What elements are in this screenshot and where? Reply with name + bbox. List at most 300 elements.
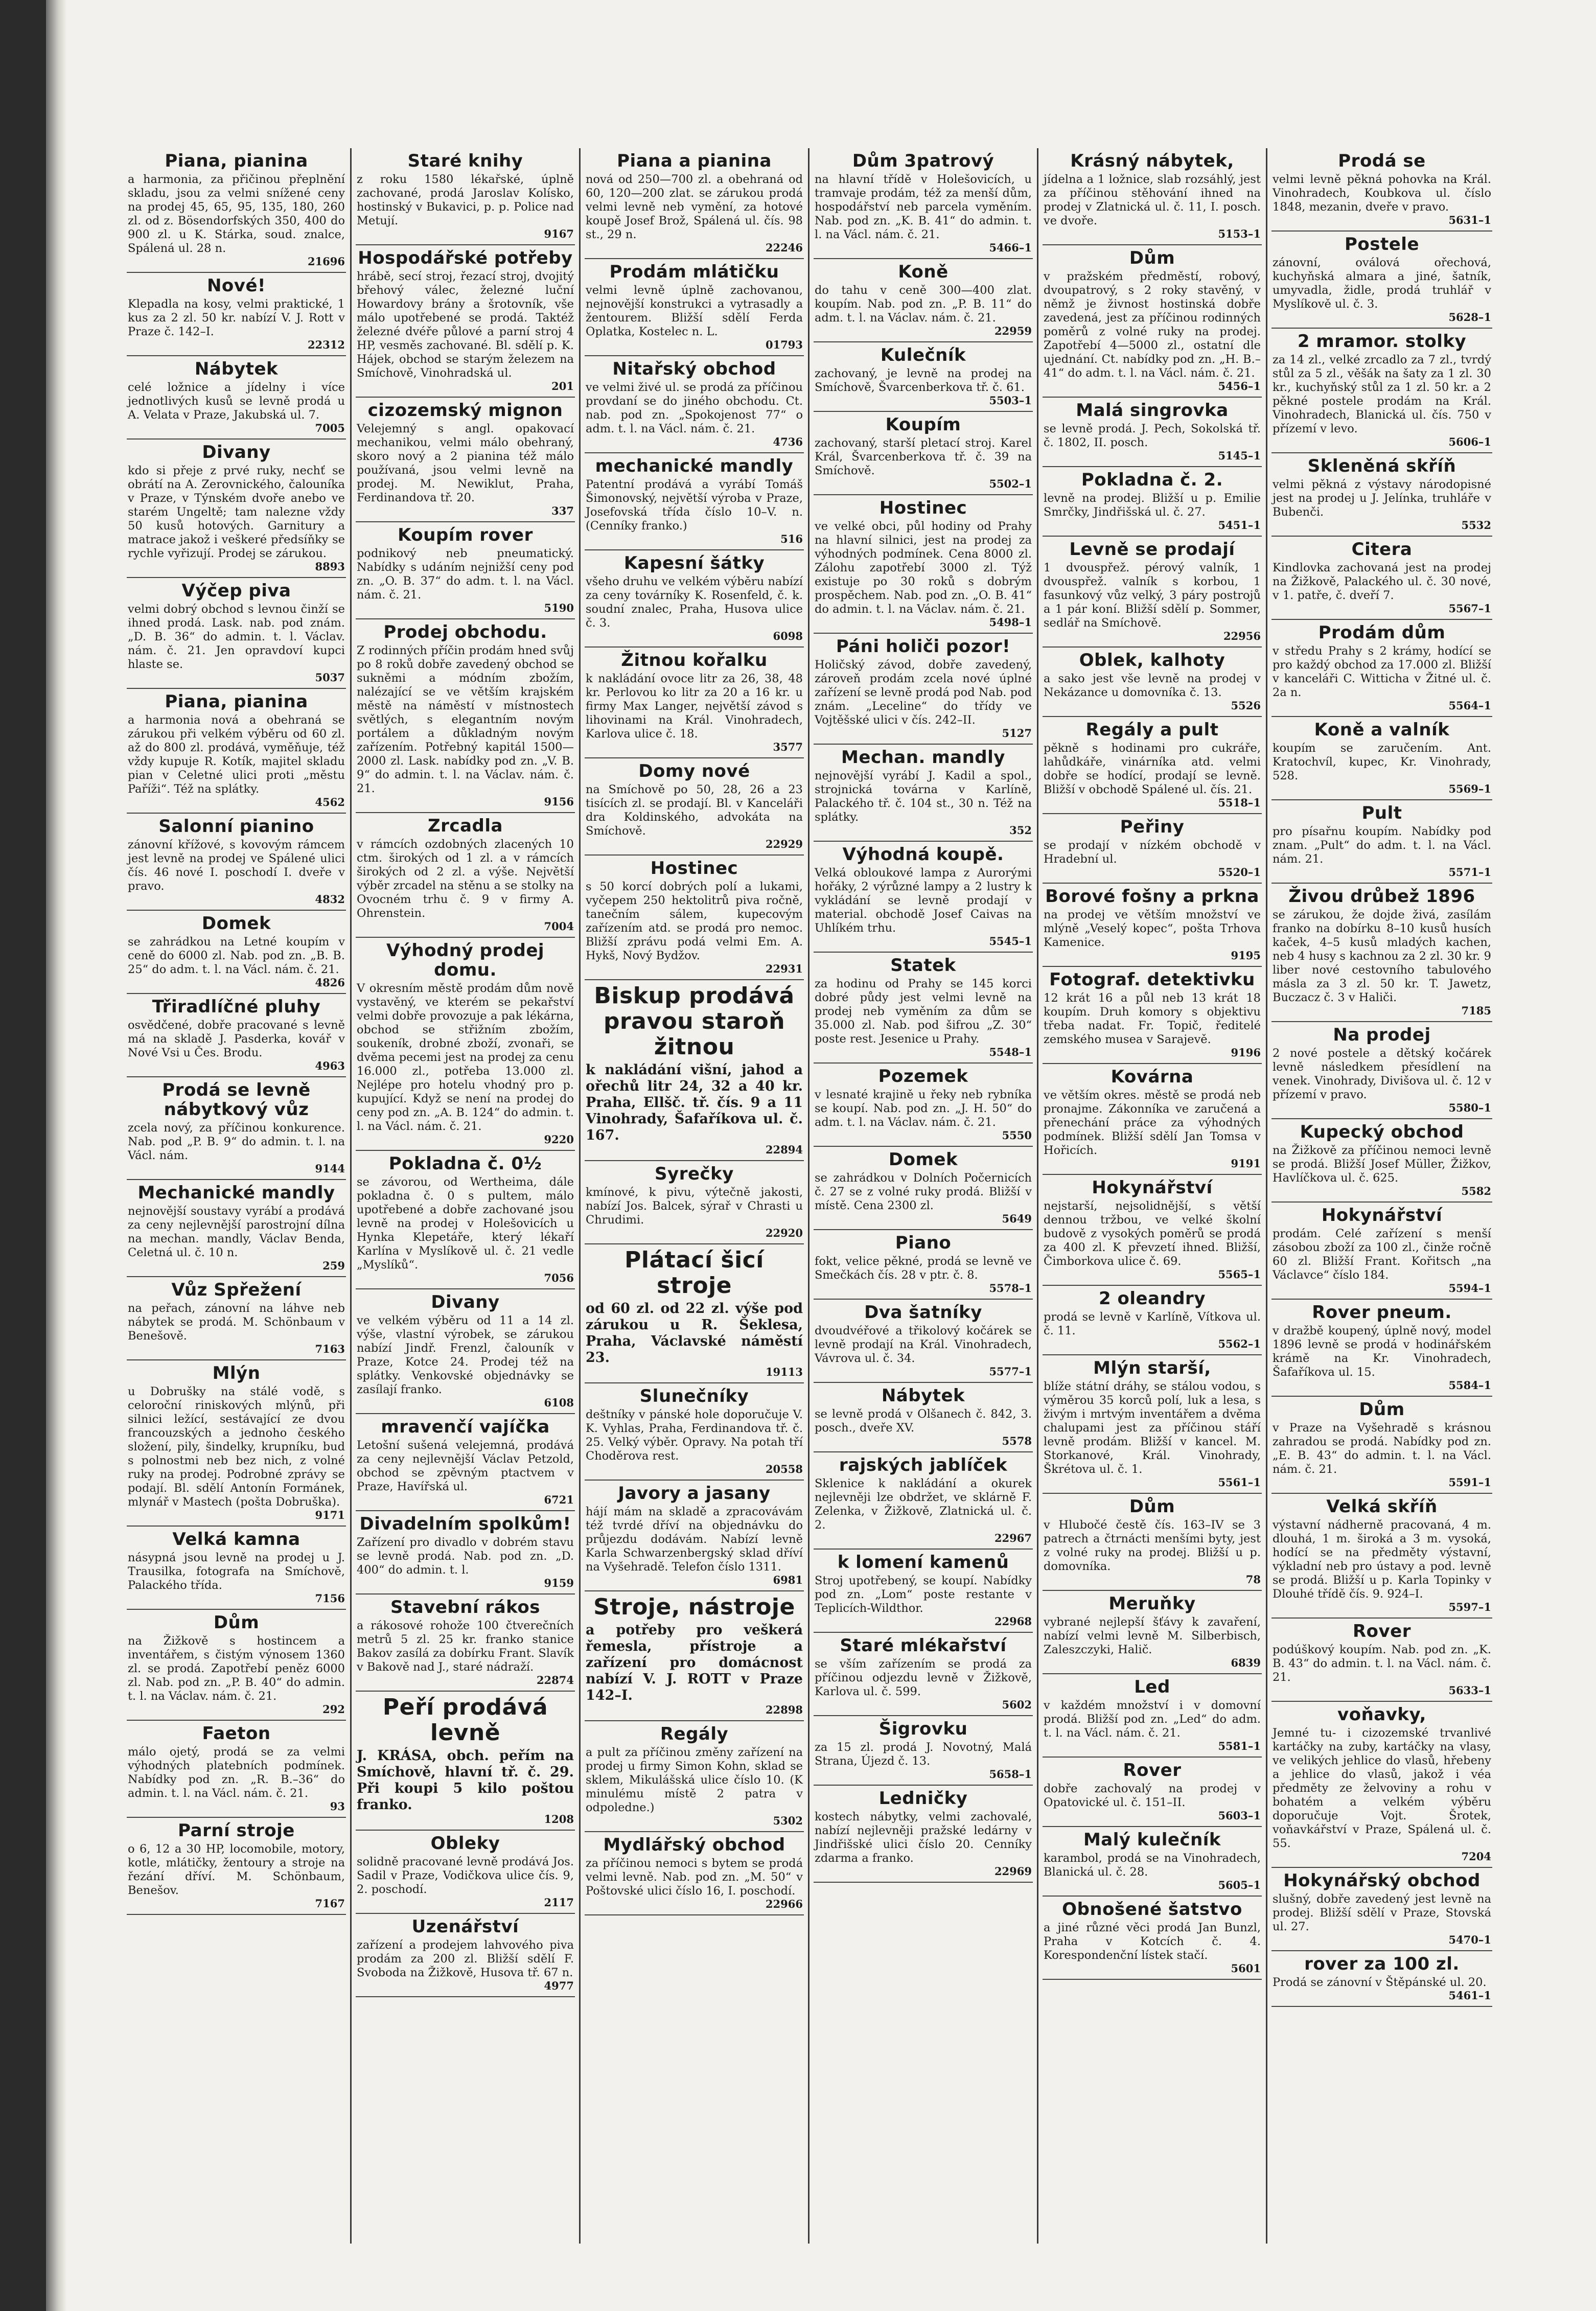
classified-ad [127, 273, 346, 356]
ad-title: k lomení kamenů [837, 1552, 1009, 1573]
ad-code: 5502–1 [989, 477, 1032, 490]
ad-text: a harmonia, za přičinou přeplnění skladu, jsou za velmi snížené ceny na prodej 45, 65, 95, 135, 180, 260 zl. od z. Bösendorfských 350, 400 do 900 zl. u K. Stárka, soud. znalce, Spálená ul. 28 n. [128, 173, 345, 255]
ad-text: nejnovější vyrábí J. Kadil a spol., strojnická továrna v Karlíně, Palackého tř. č. 104 st., 30 n. Též na splátky. [815, 769, 1032, 824]
ad-code: 5461–1 [1448, 1989, 1491, 2002]
ad-text: v Hlubočé čestě čís. 163–IV se 3 patrech a čtrnácti menšími byty, jest z volné ruky na prodej. Bližší u p. domovníka. [1044, 1518, 1261, 1573]
ad-code: 3577 [773, 741, 803, 753]
ad-title: Na prodej [1333, 1025, 1431, 1045]
classified-ad [127, 356, 346, 440]
ad-code: 5526 [1231, 699, 1261, 712]
ad-text: ve velké obci, půl hodiny od Prahy na hlavní silnici, jest na prodej za výhodných podmínek. Cena 8000 zl. Zálohu zapotřebí 3000 zl. Týž existuje po 30 roků s dobrým prospěchem. Nab. pod zn. „O. B. 41“ do admin. t. l. na Václav. nám. č. 21. [815, 520, 1032, 616]
ad-text: všeho druhu ve velkém výběru nabízí za ceny továrníky K. Rosenfeld, č. k. soudní znalec, Praha, Husova ulice č. 3. [586, 575, 803, 630]
ad-code: 6721 [544, 1493, 574, 1506]
ad-text: pěkně s hodinami pro cukráře, lahůdkáře, vinárníka atd. velmi dobře se hodící, prodají se levně. Bližší v obchodě Spálené ul. čís. 21. [1044, 742, 1261, 796]
ad-title: Prodá se [1338, 151, 1426, 171]
ad-title: Piana a pianina [617, 151, 772, 171]
ad-code: 352 [1009, 824, 1032, 837]
classified-ad [814, 1550, 1033, 1633]
ad-text: za hodinu od Prahy se 145 korci dobré půdy jest velmi levně na prodej neb vyměním za dům se 35.000 zl. Nab. pod šifrou „Z. 30“ poste rest. Jesenice u Prahy. [815, 977, 1032, 1046]
ad-text: 2 nové postele a dětský kočárek levně následkem přesídlení na venek. Vinohrady, Divišova ul. č. 12 v přízemí v pravo. [1273, 1047, 1491, 1101]
classified-ad [585, 1481, 804, 1591]
ad-code: 5532 [1461, 519, 1491, 531]
ad-title: Malý kulečník [1083, 1830, 1221, 1850]
ad-code: 5503–1 [989, 394, 1032, 407]
ad-text: a potřeby pro veškerá řemesla, přístroje a zařízení pro domácnost nabízí V. J. ROTT v Praze 142–I. [586, 1622, 803, 1703]
classified-ad [127, 1721, 346, 1818]
ad-title: Dům [1129, 248, 1175, 268]
ad-code: 9171 [315, 1509, 345, 1521]
ad-code: 22929 [765, 838, 803, 850]
ad-code: 01793 [765, 338, 803, 351]
ad-code: 5602 [1002, 1698, 1032, 1711]
ad-code: 5518–1 [1218, 796, 1261, 809]
ad-code: 5578–1 [989, 1282, 1032, 1295]
ad-code: 22246 [765, 241, 803, 254]
ad-text: fokt, velice pěkné, prodá se levně ve Smečkách čís. 28 v ptr. č. 8. [815, 1255, 1032, 1282]
classified-ad [1043, 537, 1262, 648]
classified-ad [1043, 967, 1262, 1064]
ad-text: na Žižkově za příčinou nemoci levně se prodá. Bližší Josef Müller, Žižkov, Havlíčkova ul. č. 625. [1273, 1144, 1491, 1185]
classified-ad [1043, 1827, 1262, 1897]
ad-code: 5565–1 [1218, 1268, 1261, 1281]
ad-text: za 14 zl., velké zrcadlo za 7 zl., tvrdý stůl za 5 zl., věšák na šaty za 1 zl. 30 kr., kuchyňský stůl za 1 zl. 50 kr. a 2 pěkné postele prodám na Král. Vinohradech, Blanická ul. čís. 750 v přízemí v levo. [1273, 353, 1491, 435]
classified-ad [814, 148, 1033, 259]
ad-title: Výhodný prodej domu. [386, 940, 545, 980]
classified-ad [356, 245, 575, 398]
ad-title: Divany [431, 1292, 500, 1312]
ad-title: Hokynářství [1092, 1177, 1213, 1198]
classified-ad [585, 1832, 804, 1915]
ad-text: v rámcích ozdobných zlacených 10 ctm. širokých od 1 zl. a v rámcích širokých od 2 zl. a výše. Největší výběr zrcadel na stěnu a se stolky na Ovocném trhu č. 9 v firmy A. Ohrenstein. [357, 838, 574, 920]
classified-ad [585, 648, 804, 758]
classified-ad [1271, 1702, 1492, 1868]
ad-code: 22959 [994, 325, 1032, 337]
ad-code: 5597–1 [1448, 1601, 1491, 1613]
ad-text: nová od 250—700 zl. a obehraná od 60, 120—200 zlat. se zárukou prodá velmi levně neb vymění, za hotové koupě Josef Brož, Spálená ul. čís. 98 st., 29 n. [586, 173, 803, 241]
classified-ad [1271, 1619, 1492, 1702]
ad-text: v každém množství i v domovní prodá. Bližší pod zn. „Led“ do adm. t. l. na Václ. nám. č. 21. [1044, 1699, 1261, 1740]
ad-title: Plátací šicí stroje [624, 1247, 764, 1299]
ad-title: Krásný nábytek, [1070, 151, 1234, 171]
classified-ad [1043, 1674, 1262, 1758]
classified-ad [814, 1786, 1033, 1883]
ad-code: 7204 [1461, 1850, 1491, 1863]
ad-title: Piana, pianina [165, 151, 308, 171]
classified-ad [1271, 1868, 1492, 1951]
ad-text: a rákosové rohože 100 čtverečních metrů 5 zl. 25 kr. franko stanice Bakov zasílá za dobírku Frant. Slavík v Bakově nad J., staré nádraží. [357, 1619, 574, 1674]
classified-ad [814, 495, 1033, 634]
classified-ad [1271, 620, 1492, 717]
classified-ad [356, 148, 575, 245]
ad-title: Dům 3patrový [852, 151, 994, 171]
classified-ad [127, 1277, 346, 1360]
ad-title: Staré mlékařství [840, 1635, 1007, 1656]
ad-code: 5578 [1002, 1435, 1032, 1447]
ad-code: 516 [780, 533, 803, 545]
classified-ad [1043, 1758, 1262, 1827]
ad-title: 2 mramor. stolky [1297, 331, 1467, 352]
ad-title: Koupím [885, 414, 961, 435]
classified-ad [127, 689, 346, 814]
classified-ad [1043, 1286, 1262, 1355]
ad-text: k nakládání ovoce litr za 26, 38, 48 kr. Perlovou ko litr za 20 a 16 kr. u firmy Max Langer, největší závod s lihovinami na Král. Vinohradech, Karlova ulice č. 18. [586, 672, 803, 741]
ad-title: Velká kamna [172, 1529, 300, 1550]
ad-code: 4736 [773, 435, 803, 448]
column-4 [809, 148, 1038, 2244]
ad-title: Výčep piva [181, 581, 291, 601]
classified-ad [1271, 884, 1492, 1022]
ad-text: Zařízení pro divadlo v dobrém stavu se levně prodá. Nab. pod zn. „D. 400“ do admin. t. l. [357, 1536, 574, 1577]
ad-text: velmi levně pěkná pohovka na Král. Vinohradech, Koubkova ul. číslo 1848, mezanin, dveře v pravo. [1273, 173, 1491, 214]
ad-title: mravenčí vajíčka [381, 1417, 550, 1437]
ad-title: Peřiny [1120, 817, 1185, 837]
ad-code: 5594–1 [1448, 1282, 1491, 1295]
ad-code: 5545–1 [989, 935, 1032, 947]
ad-text: deštníky v pánské hole doporučuje V. K. Vyhlas, Praha, Ferdinandova tř. č. 25. Velký výběr. Opravy. Na potah tří Choděrova rest. [586, 1408, 803, 1463]
ad-code: 22920 [765, 1227, 803, 1239]
ad-text: s 50 korcí dobrých polí a lukami, vyčepem 250 hektolitrů piva ročně, tanečním sálem, kupecovým zařízením atd. se prodá pro nemoc. Bližší zprávu podá velmi Em. A. Hykš, Nový Bydžov. [586, 880, 803, 962]
ad-text: velmi levně úplně zachovanou, nejnovější konstrukci a vytrasadly a žentourem. Bližší sdělí Ferda Oplatka, Kostelec n. L. [586, 284, 803, 338]
ad-text: v dražbě koupený, úplně nový, model 1896 levně se prodá v hodinářském krámě na Kr. Vinohradech, Šafaříkova ul. 15. [1273, 1324, 1491, 1379]
ad-title: rajských jablíček [839, 1455, 1008, 1475]
ad-code: 5577–1 [989, 1365, 1032, 1378]
ad-text: se prodají v nízkém obchodě v Hradební ul. [1044, 839, 1261, 866]
classified-ad [356, 1831, 575, 1914]
ad-title: Led [1134, 1677, 1170, 1697]
ad-text: Prodá se zánovní v Štěpánské ul. 20. [1273, 1976, 1487, 1989]
ad-text: na Žižkově s hostincem a inventářem, s čistým výnosem 1360 zl. se prodá. Zapotřebí peněz 6000 zl. Nab. pod zn. „P. B. 40“ do admin. t. l. na Václav. nám. č. 21. [128, 1634, 345, 1703]
classified-ad [127, 1180, 346, 1277]
ad-code: 2117 [544, 1896, 574, 1909]
classified-ad [814, 1064, 1033, 1147]
ad-title: mechanické mandly [595, 456, 794, 476]
ad-title: Dva šatníky [864, 1302, 982, 1323]
classified-ad [814, 1452, 1033, 1550]
classified-ad [127, 1077, 346, 1180]
ad-code: 337 [551, 504, 574, 517]
ad-code: 5603–1 [1218, 1809, 1261, 1822]
ad-title: Obnošené šatstvo [1062, 1899, 1242, 1920]
ad-code: 22966 [765, 1898, 803, 1910]
ad-title: rover za 100 zl. [1304, 1954, 1460, 1974]
ad-text: se závorou, od Wertheima, dále pokladna č. 0 s pultem, málo upotřebené a dobře zachované jsou levně na prodej v Holešovicích u Hynka Klepetáře, který lékaří Karlína v Myslíkově ul. č. 21 vedle „Myslíků“. [357, 1175, 574, 1272]
ad-title: Oblek, kalhoty [1079, 650, 1225, 671]
ad-title: Pokladna č. 2. [1081, 470, 1223, 490]
ad-text: velmi dobrý obchod s levnou činží se ihned prodá. Lask. nab. pod znám. „D. B. 36“ do admin. t. l. Václav. nám. č. 21. Jen opravdoví kupci hlaste se. [128, 603, 345, 671]
ad-code: 5631–1 [1448, 214, 1491, 226]
classified-ad [1271, 1203, 1492, 1300]
ad-title: Staré knihy [407, 151, 523, 171]
ad-text: na Smíchově po 50, 28, 26 a 23 tisících zl. se prodají. Bl. v Kanceláři dra Koldinského, advokáta na Smíchově. [586, 783, 803, 838]
ad-code: 5127 [1002, 727, 1032, 739]
ad-code: 6098 [773, 630, 803, 642]
ad-code: 21696 [307, 255, 345, 268]
classified-ad [585, 453, 804, 550]
classified-ad [1271, 232, 1492, 329]
ad-title: Skleněná skříň [1307, 456, 1456, 476]
ad-title: Obleky [430, 1833, 500, 1854]
ad-code: 7167 [315, 1897, 345, 1910]
ad-code: 5582 [1461, 1185, 1491, 1197]
ad-code: 5520–1 [1218, 866, 1261, 879]
classified-ad [1043, 467, 1262, 537]
classified-ad [1271, 1300, 1492, 1397]
ad-title: Mechanické mandly [137, 1183, 335, 1203]
ad-code: 5564–1 [1448, 699, 1491, 712]
classified-ad [1271, 537, 1492, 620]
ad-text: a sako jest vše levně na prodej v Nekázance u domovníka č. 13. [1044, 672, 1261, 699]
classified-ad [1271, 717, 1492, 800]
ad-code: 20558 [765, 1463, 803, 1475]
ad-title: Rover [1352, 1621, 1412, 1642]
ad-title: Hospodářské potřeby [358, 248, 573, 268]
classified-ad [356, 1511, 575, 1594]
ad-code: 5581–1 [1218, 1740, 1261, 1752]
classified-ad [127, 911, 346, 994]
ad-title: Koupím rover [398, 525, 533, 545]
classified-ad [585, 980, 804, 1161]
ad-text: karambol, prodá se na Vinohradech, Blanická ul. č. 28. [1044, 1852, 1261, 1879]
classified-ad [1271, 1494, 1492, 1619]
ad-code: 5567–1 [1448, 602, 1491, 615]
ad-text: a pult za příčinou změny zařízení na prodej u firmy Simon Kohn, sklad se sklem, Mikulášská ulice číslo 10. (K minulému místě 2 patra v odpoledne.) [586, 1746, 803, 1814]
ad-code: 292 [322, 1703, 345, 1716]
column-2 [352, 148, 581, 2244]
ad-text: dvoudvéřové a třikolový kočárek se levně prodají na Král. Vinohradech, Vávrova ul. č. 34. [815, 1324, 1032, 1365]
classified-ad [356, 1692, 575, 1831]
ad-title: Citera [1351, 539, 1413, 560]
ad-text: Holičský závod, dobře zavedený, zároveň prodám zcela nové úplné zařízení se levně prodá pod Nab. pod znám. „Leceline“ do třídy ve Vojtěšské ulici v čís. 242–II. [815, 658, 1032, 727]
column-5 [1038, 148, 1267, 2244]
ad-code: 5649 [1002, 1212, 1032, 1225]
ad-title: Kulečník [880, 345, 966, 365]
ad-text: zachovaný, je levně na prodej na Smíchově, Švarcenberkova tř. č. 61. [815, 367, 1032, 394]
classified-ad [356, 522, 575, 619]
classified-ad [585, 356, 804, 453]
ad-text: V okresním městě prodám dům nově vystavěný, ve kterém se pekařství velmi dobře provozuje a pak lékárna, obchod se střižním zbožím, soukeník, drobné zboží, zvonaři, se dvěma pecemi jest na prodej za cenu 16.000 zl., potřeba 13.000 zl. Nejlépe pro hotelu vhodný pro p. kupující. Když se není na prodej do ceny pod zn. „A. B. 124“ do admin. t. l. na Václ. nám. č. 21. [357, 982, 574, 1133]
ad-title: Domy nové [638, 761, 750, 781]
ad-title: Páni holiči pozor! [836, 636, 1011, 657]
classified-ad [1043, 1591, 1262, 1674]
ad-title: Statek [890, 955, 956, 976]
ad-title: Živou drůbež 1896 [1288, 886, 1475, 907]
ad-text: solidně pracované levně prodává Jos. Sadil v Praze, Vodičkova ulice čís. 9, 2. poschodí. [357, 1855, 574, 1896]
ad-title: Piano [895, 1233, 952, 1253]
ad-title: Prodám dům [1318, 622, 1446, 643]
ad-code: 22312 [307, 338, 345, 351]
ad-code: 9220 [544, 1133, 574, 1146]
ad-code: 5601 [1231, 1962, 1261, 1975]
classified-ad [127, 814, 346, 911]
ad-code: 4963 [315, 1059, 345, 1072]
ad-title: Meruňky [1108, 1593, 1196, 1614]
ad-code: 5584–1 [1448, 1379, 1491, 1392]
classified-ad [1043, 717, 1262, 814]
classified-ad [127, 1527, 346, 1610]
ad-text: za 15 zl. prodá J. Novotný, Malá Strana, Újezd č. 13. [815, 1741, 1032, 1768]
classified-ad [1271, 1119, 1492, 1203]
ad-text: se zárukou, že dojde živá, zasílám franko na dobírku 8–10 kusů husích kaček, 4–5 kusů mladých kachen, neb 4 husy s kachnou za 2 zl. 30 kr. 9 liber nové cestovního tabulového másla za 3 zl. 50 kr. T. Jawetz, Buczacz č. 3 v Haliči. [1273, 908, 1491, 1004]
ad-code: 5153–1 [1218, 227, 1261, 240]
classified-ad [356, 1414, 575, 1511]
ad-title: Fotograf. detektivku [1049, 969, 1255, 990]
ad-code: 93 [330, 1800, 345, 1813]
ad-code: 5550 [1002, 1129, 1032, 1142]
ad-text: v lesnaté krajině u řeky neb rybníka se koupí. Nab. pod zn. „J. H. 50“ do adm. t. l. na Václav. nám. č. 21. [815, 1088, 1032, 1129]
classified-ad [127, 148, 346, 273]
classified-ad [1271, 329, 1492, 453]
ad-code: 22969 [994, 1865, 1032, 1878]
ad-code: 19113 [765, 1366, 803, 1378]
classified-ad [585, 1591, 804, 1721]
ad-code: 6108 [544, 1396, 574, 1409]
ad-title: Zrcadla [428, 816, 503, 836]
classified-ad [585, 1383, 804, 1481]
ad-code: 5561–1 [1218, 1476, 1261, 1489]
ad-text: od 60 zl. od 22 zl. výše pod zárukou u R. Šeklesa, Praha, Václavské náměstí 23. [586, 1301, 803, 1366]
classified-ad [1043, 1355, 1262, 1494]
ad-text: Velká obloukové lampa z Aurorými hořáky, 2 výrůzné lampy a 2 lustry k vykládání se levně prodají v material. obchodě Josef Caivas na Uhlíkém trhu. [815, 866, 1032, 935]
classified-ad [1043, 1175, 1262, 1286]
ad-code: 5470–1 [1448, 1933, 1491, 1946]
classified-ad [1043, 884, 1262, 967]
ad-code: 5037 [315, 671, 345, 684]
ad-text: na prodej ve větším množství ve mlýně „Veselý kopec“, pošta Trhova Kamenice. [1044, 908, 1261, 949]
ad-text: ve velmi živé ul. se prodá za příčinou provdaní se do jiného obchodu. Ct. nab. pod zn. „Spokojenost 77“ o adm. t. l. na Václ. nám. č. 21. [586, 381, 803, 435]
ad-code: 4832 [315, 893, 345, 906]
ad-text: výstavní nádherně pracovaná, 4 m. dlouhá, 1 m. široká a 3 m. vysoká, hodící se na předměty výstavní, výkladní neb pro ústavy a pod. levně se prodá. Bližší u p. Karla Topinky v Dlouhé třídě čís. 9. 924–I. [1273, 1518, 1491, 1601]
ad-text: koupím se zaručením. Ant. Kratochvíl, kupec, Kr. Vinohrady, 528. [1273, 742, 1491, 782]
classified-ad [814, 953, 1033, 1064]
ad-text: prodám. Celé zařízení s menší zásobou zboží za 100 zl., činže ročně 60 zl. Bližší Frant. Kořitsch „na Václavce“ číslo 184. [1273, 1227, 1491, 1282]
ad-title: Malá singrovka [1076, 400, 1229, 421]
ad-text: zařízení a prodejem lahvového piva prodám za 200 zl. Bližší sdělí F. Svoboda na Žižkově, Husova tř. 67 n. [357, 1938, 574, 1979]
ad-title: Kapesní šátky [623, 553, 765, 573]
ad-text: v Praze na Vyšehradě s krásnou zahradou se prodá. Nabídky pod zn. „E. B. 43“ do admin. t. l. na Václ. nám. č. 21. [1273, 1421, 1491, 1476]
ad-title: Prodej obchodu. [383, 622, 547, 642]
classified-ad [585, 550, 804, 648]
ad-title: Výhodná koupě. [842, 844, 1004, 865]
ad-text: ve velkém výběru od 11 a 14 zl. výše, vlastní výrobek, se zárukou nabízí Jindř. Frenzl, čalouník v Praze, Kotce 24. Prodej též na splátky. Venkovské objednávky se zasílají franko. [357, 1314, 574, 1396]
ad-text: kmínové, k pivu, výtečně jakosti, nabízí Jos. Balcek, sýrař v Chrasti u Chrudimi. [586, 1186, 803, 1227]
ad-code: 9159 [544, 1577, 574, 1589]
ad-text: se zahrádkou na Letné koupím v ceně do 6000 zl. Nab. pod zn. „B. B. 25“ do adm. t. l. na Václ. nám. č. 21. [128, 935, 345, 976]
ad-title: Peří prodává levně [382, 1694, 548, 1746]
ad-text: Kindlovka zachovaná jest na prodej na Žižkově, Palackého ul. č. 30 nové, v 1. patře, č. dveří 7. [1273, 561, 1491, 602]
ad-title: Pokladna č. 0½ [388, 1153, 542, 1174]
ad-text: se vším zařízením se prodá za příčinou odjezdu levně v Žižkově, Karlova ul. č. 599. [815, 1657, 1032, 1698]
ad-code: 9195 [1231, 949, 1261, 962]
ad-code: 22894 [765, 1143, 803, 1156]
ad-title: Prodám mlátičku [609, 262, 779, 282]
ad-code: 6981 [773, 1574, 803, 1586]
ad-text: celé ložnice a jídelny i více jednotlivých kusů se levně prodá u A. Velata v Praze, Jakubská ul. 7. [128, 381, 345, 422]
ad-text: ve větším okres. městě se prodá neb pronajme. Zákonníka ve zaručená a přenechání práce za výhodných podmínek. Bližší sdělí Jan Tomsa v Hořicích. [1044, 1089, 1261, 1157]
classified-ad [1043, 245, 1262, 398]
classified-ad [356, 1914, 575, 1997]
classified-ad [1271, 1951, 1492, 2007]
ad-text: kostech nábytky, velmi zachovalé, nabízí nejlevněji pražské ledárny v Jindřišské ulici číslo 20. Cenníky zdarma a franko. [815, 1810, 1032, 1865]
ad-code: 9191 [1231, 1157, 1261, 1170]
classified-ad [1043, 648, 1262, 717]
classified-ad [127, 1818, 346, 1915]
column-3 [581, 148, 809, 2244]
ad-title: Dům [213, 1612, 260, 1633]
ad-code: 8893 [315, 560, 345, 573]
classified-ad [814, 1383, 1033, 1452]
scan-gutter [0, 0, 46, 2311]
ad-code: 5569–1 [1448, 782, 1491, 795]
classified-columns [123, 148, 1564, 2244]
ad-title: Hokynářství [1321, 1205, 1443, 1226]
ad-text: do tahu v ceně 300—400 zlat. koupím. Nab. pod zn. „P. B. 11“ do adm. t. l. na Václav. nám. č. 21. [815, 284, 1032, 325]
ad-code: 5633–1 [1448, 1684, 1491, 1697]
classified-ad [585, 148, 804, 259]
ad-title: Faeton [202, 1723, 271, 1744]
ad-text: se levně prodá. J. Pech, Sokolská tř. č. 1802, II. posch. [1044, 422, 1261, 449]
classified-ad [814, 634, 1033, 745]
ad-code: 22956 [1223, 630, 1261, 642]
ad-title: Pozemek [878, 1066, 968, 1087]
ad-text: Sklenice k nakládání a okurek nejlevněji lze obdržet, ve sklárně F. Zelenka, v Žižkově, Zlatnická ul. č. 2. [815, 1477, 1032, 1532]
ad-code: 4977 [544, 1979, 574, 1992]
ad-text: Klepadla na kosy, velmi praktické, 1 kus za 2 zl. 50 kr. nabízí V. J. Rott v Praze č. 142–I. [128, 297, 345, 338]
classified-ad [814, 1300, 1033, 1383]
ad-title: Domek [201, 913, 271, 934]
ad-code: 259 [322, 1259, 345, 1272]
ad-title: Divany [202, 442, 271, 463]
ad-title: Hostinec [879, 498, 967, 518]
ad-code: 7056 [544, 1272, 574, 1284]
ad-code: 7163 [315, 1343, 345, 1355]
ad-text: málo ojetý, prodá se za velmi výhodných platebních podmínek. Nabídky pod zn. „R. B.–36“ do admin. t. l. na Václ. nám. č. 21. [128, 1745, 345, 1800]
ad-text: 12 krát 16 a půl neb 13 krát 18 koupím. Druh komory s objektivu třeba nadat. Fr. Topič, ředitelé zemského musea v Sarajevě. [1044, 991, 1261, 1046]
ad-text: hrábě, secí stroj, řezací stroj, dvojitý břehový válec, železné luční Howardovy brány a šrotovník, vše málo upotřebené se prodá. Taktéž železné dvéře půlové a parní stroj 4 HP, vesměs zachované. Bl. sdělí p. K. Hájek, obchod se starým železem na Smíchově, Vinohradská ul. [357, 270, 574, 380]
ad-text: Velejemný s angl. opakovací mechanikou, velmi málo obehraný, skoro nový a 2 pianina též málo používaná, jsou velmi levně na prodej. M. Newiklut, Praha, Ferdinandova tř. 20. [357, 422, 574, 504]
ad-code: 5466–1 [989, 241, 1032, 254]
ad-title: Divadelním spolkům! [359, 1514, 571, 1534]
ad-code: 9144 [315, 1162, 345, 1175]
classified-ad [1271, 1022, 1492, 1119]
ad-title: Koně a valník [1314, 720, 1450, 740]
ad-code: 22968 [994, 1615, 1032, 1628]
ad-text: dobře zachovalý na prodej v Opatovické ul. č. 151–II. [1044, 1782, 1261, 1809]
classified-ad [1043, 398, 1262, 467]
ad-code: 9167 [544, 227, 574, 240]
classified-ad [356, 813, 575, 938]
ad-title: Šigrovku [878, 1719, 968, 1739]
ad-code: 5548–1 [989, 1046, 1032, 1058]
classified-ad [585, 1161, 804, 1244]
ad-title: Rover pneum. [1312, 1302, 1452, 1323]
ad-text: levně na prodej. Bližší u p. Emilie Smrčky, Jindřišská ul. č. 27. [1044, 492, 1261, 519]
ad-title: Žitnou kořalku [621, 650, 768, 671]
ad-text: a harmonia nová a obehraná se zárukou při velkém výběru od 60 zl. až do 800 zl. prodává, vyměňuje, též vždy kupuje R. Kotík, majitel skladu pian v Celetné ulici proti „městu Paříži“. Též na splátky. [128, 713, 345, 796]
ad-text: k nakládání višní, jahod a ořechů litr 24, 32 a 40 kr. Praha, Ellšč. tř. čís. 9 a 11 Vinohrady, Šafaříkova ul. č. 167. [586, 1062, 803, 1143]
classified-ad [356, 398, 575, 522]
ad-text: zánovní, oválová ořechová, kuchyňská almara a jiné, šatník, umyvadla, židle, prodá truhlář v Myslíkově ul. č. 3. [1273, 256, 1491, 311]
ad-title: Postele [1344, 234, 1420, 255]
column-1 [123, 148, 352, 2244]
ad-text: zcela nový, za příčinou konkurence. Nab. pod „P. B. 9“ do admin. t. l. na Václ. nám. [128, 1121, 345, 1162]
ad-code: 22967 [994, 1532, 1032, 1544]
ad-text: prodá se levně v Karlíně, Vítkova ul. č. 11. [1044, 1310, 1261, 1337]
ad-title: Prodá se levně nábytkový vůz [162, 1080, 311, 1120]
classified-ad [1043, 814, 1262, 884]
ad-title: Kovárna [1111, 1067, 1194, 1087]
ad-text: a jiné různé věci prodá Jan Bunzl, Praha v Kotcích č. 4. Korespondenční lístek stačí. [1044, 1921, 1261, 1962]
ad-code: 201 [551, 380, 574, 392]
